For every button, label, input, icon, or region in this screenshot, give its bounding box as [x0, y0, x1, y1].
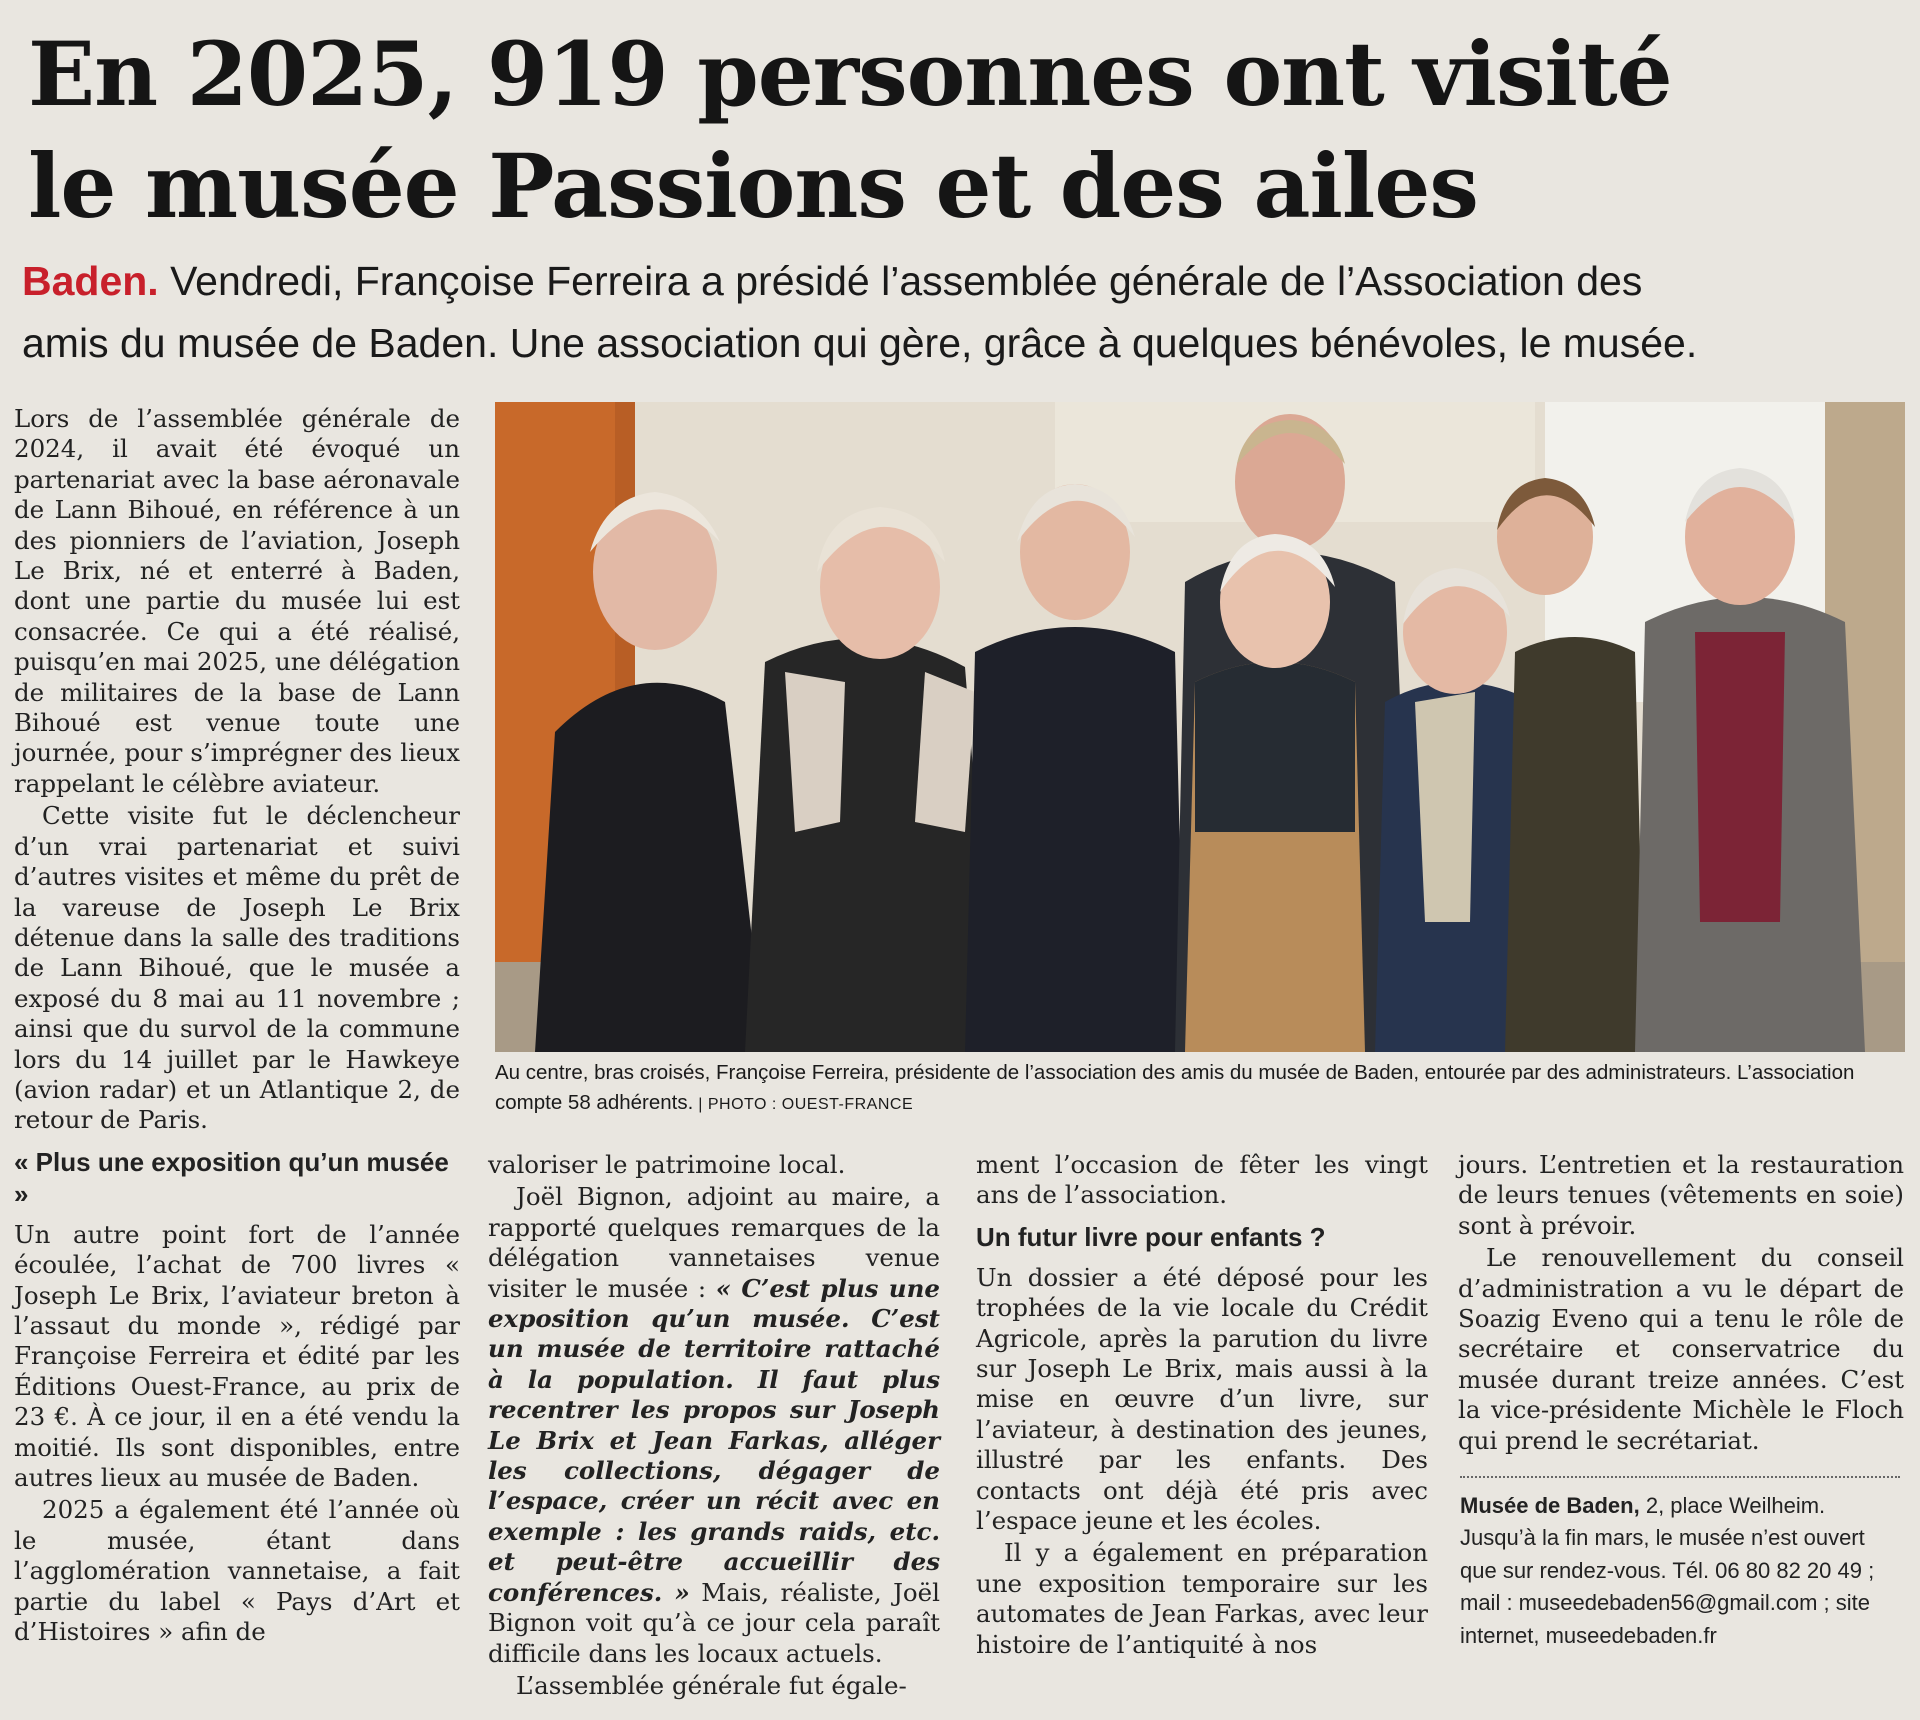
paragraph: 2025 a également été l’année où le musée, étant dans l’agglomération vannetaise, a fait partie du label « Pays d’Art et d’Histoires » afin de	[14, 1495, 460, 1647]
subheading: « Plus une exposition qu’un musée »	[14, 1146, 449, 1209]
subheading: Un futur livre pour enfants ?	[976, 1221, 1326, 1252]
paragraph: Il y a également en préparation une exposition temporaire sur les automates de Jean Farkas, avec leur histoire de l’antiquité à nos	[976, 1538, 1428, 1659]
photo-credit: | PHOTO : OUEST-FRANCE	[693, 1096, 914, 1113]
paragraph: Un autre point fort de l’année écoulée, l’achat de 700 livres « Joseph Le Brix, l’aviateur breton à l’assaut du monde », rédigé par Françoise Ferreira et édité par les Éditions Ouest-France, au prix de 23 €. À ce jour, il en a été vendu la moitié. Ils sont disponibles, entre autres lieux au musée de Baden.	[14, 1219, 460, 1492]
paragraph: Un dossier a été déposé pour les trophées de la vie locale du Crédit Agricole, après la parution du livre sur Joseph Le Brix, mais aussi à la mise en œuvre d’un livre, sur l’aviateur, à destination des jeunes, illustré par les enfants. Des contacts ont déjà été pris avec l’espace jeune et les écoles.	[976, 1262, 1428, 1536]
group-photo	[495, 402, 1905, 1052]
paragraph: L’assemblée générale fut égale-	[516, 1670, 907, 1700]
chapeau-line-2: amis du musée de Baden. Une association qui gère, grâce à quelques bénévoles, le musée.	[22, 320, 1698, 366]
info-address: 2, place Weilheim.	[1639, 1493, 1826, 1518]
paragraph: ment l’occasion de fêter les vingt ans de l’association.	[976, 1150, 1428, 1210]
info-text: Jusqu’à la fin mars, le musée n’est ouvert que sur rendez-vous. Tél. 06 80 82 20 49 ; mail : museedebaden56@gmail.com ; site internet, museedebaden.fr	[1460, 1525, 1875, 1648]
column-4	[1458, 1150, 1904, 1458]
paragraph: valoriser le patrimoine local.	[488, 1150, 846, 1179]
paragraph: jours. L’entretien et la restauration de leurs tenues (vêtements en soie) sont à prévoir.	[1458, 1150, 1904, 1240]
caption-text: Au centre, bras croisés, Françoise Ferreira, présidente de l’association des amis du musée de Baden, entourée par des administrateurs. L’association compte 58 adhérents.	[495, 1061, 1855, 1114]
quote: « C’est plus une exposition qu’un musée. C’est un musée de territoire rattaché à la population. Il faut plus recentrer les propos sur Joseph Le Brix et Jean Farkas, alléger les collections, dégager de l’espace, créer un récit avec en exemple : les grands raids, etc. et peut-être accueillir des conférences. »	[488, 1273, 940, 1607]
column-3	[976, 1150, 1428, 1662]
photo-caption	[495, 1058, 1905, 1120]
chapeau-line-1	[22, 250, 1902, 312]
info-box	[1460, 1490, 1906, 1652]
chapeau-text-1: Vendredi, Françoise Ferreira a présidé l’assemblée générale de l’Association des	[158, 258, 1643, 304]
city-label: Baden.	[22, 258, 159, 304]
paragraph-text: Joël Bignon, adjoint au maire, a rapporté quelques remarques de la délégation vannetaises venue visiter le musée :	[488, 1182, 940, 1303]
headline-line-2: le musée Passions et des ailes	[28, 134, 1478, 238]
headline	[28, 18, 1908, 242]
paragraph: Le renouvellement du conseil d’administration a vu le départ de Soazig Eveno qui a tenu le rôle de secrétaire et conservatrice du musée durant treize années. C’est la vice-présidente Michèle le Floch qui prend le secrétariat.	[1458, 1243, 1904, 1455]
paragraph	[488, 1182, 940, 1669]
headline-line-1: En 2025, 919 personnes ont visité	[28, 22, 1672, 126]
paragraph: Lors de l’assemblée générale de 2024, il avait été évoqué un partenariat avec la base aéronavale de Lann Bihoué, en référence à un des pionniers de l’aviation, Joseph Le Brix, né et enterré à Baden, dont une partie du musée lui est consacrée. Ce qui a été réalisé, puisqu’en mai 2025, une délégation de militaires de la base de Lann Bihoué est venue toute une journée, pour s’imprégner des lieux rappelant le célèbre aviateur.	[14, 404, 460, 798]
info-divider	[1460, 1476, 1900, 1478]
column-2	[488, 1150, 940, 1703]
column-1-top	[14, 404, 460, 1649]
photo-illustration	[495, 402, 1905, 1052]
paragraph-text: Mais, réaliste, Joël Bignon voit qu’à ce jour cela paraît difficile dans les locaux actuels.	[488, 1577, 940, 1668]
paragraph: Cette visite fut le déclencheur d’un vrai partenariat et suivi d’autres visites et même du prêt de la vareuse de Joseph Le Brix détenue dans la salle des traditions de Lann Bihoué, que le musée a exposé du 8 mai au 11 novembre ; ainsi que du survol de la commune lors du 14 juillet par le Hawkeye (avion radar) et un Atlantique 2, de retour de Paris.	[14, 801, 460, 1135]
chapeau	[22, 250, 1902, 374]
info-museum-name: Musée de Baden,	[1460, 1493, 1640, 1518]
